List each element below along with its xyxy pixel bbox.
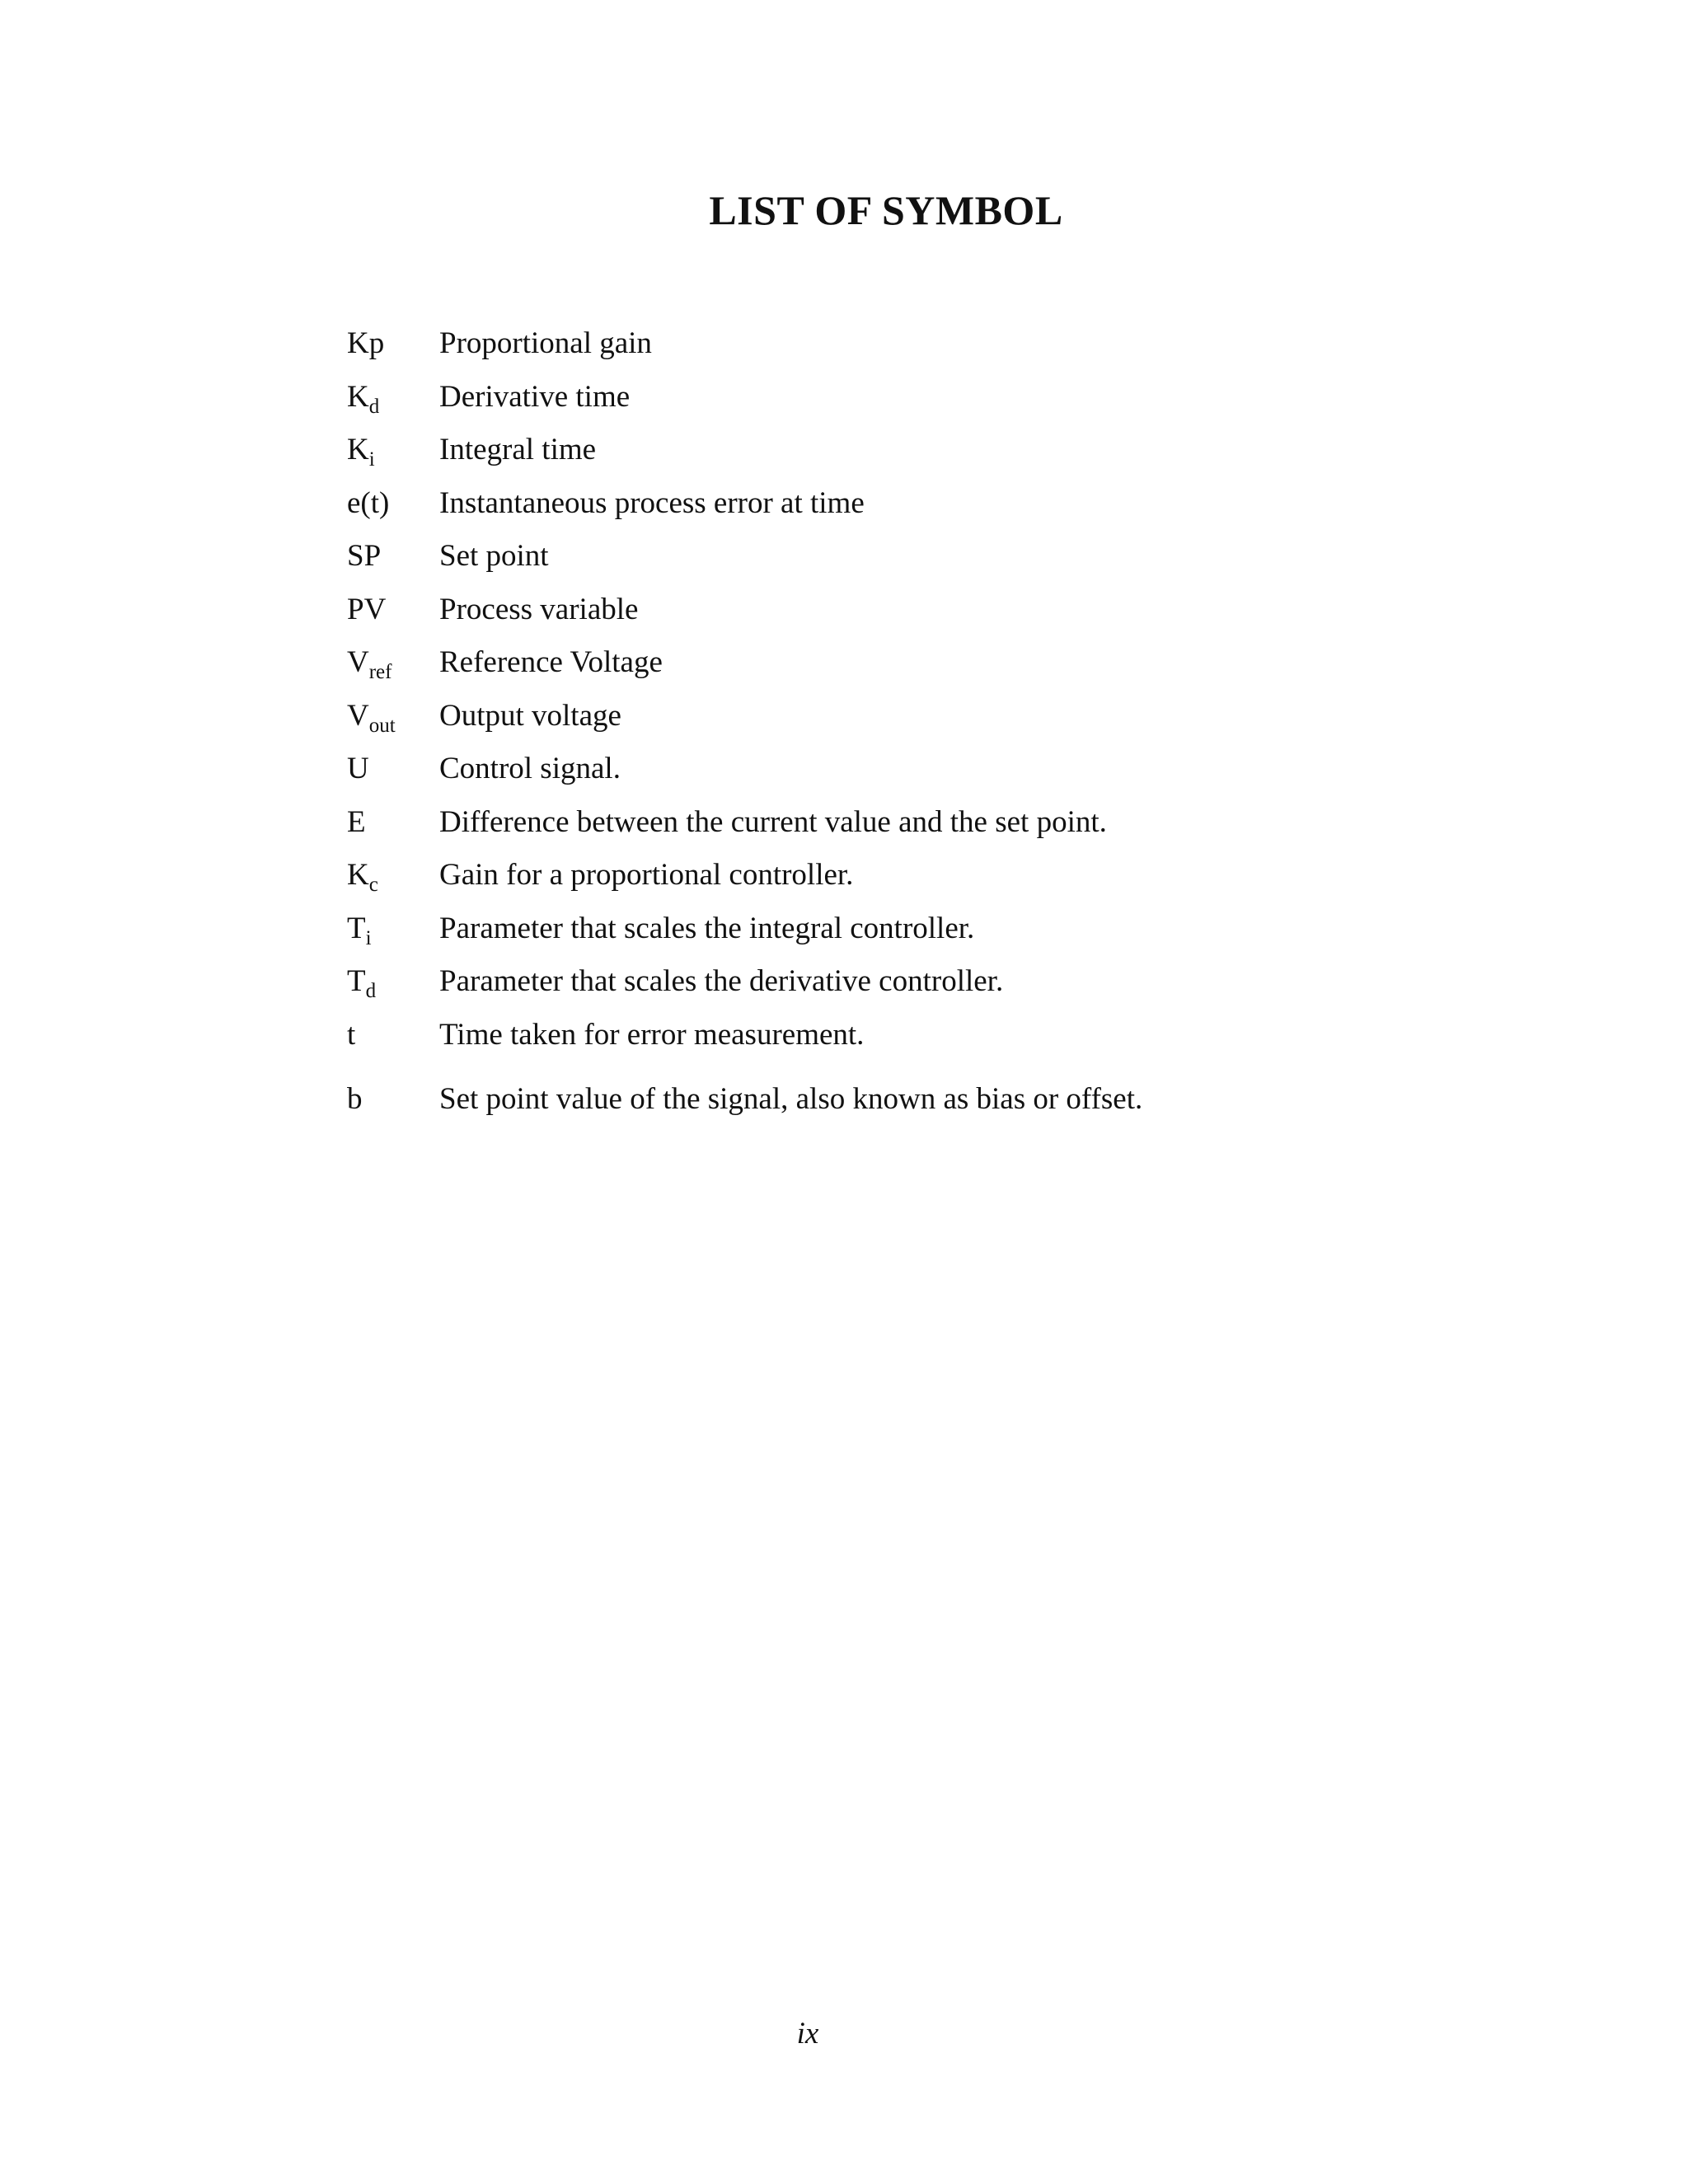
symbol-description: Parameter that scales the integral controller. [439,911,975,945]
symbol-row-ki [347,424,1583,477]
symbol: e(t) [347,485,390,520]
symbol: $K_c$ [347,858,378,896]
symbol: $K_i$ [347,433,375,471]
symbol: $V_{ref}$ [347,645,392,683]
symbol-description: Output voltage [439,698,621,733]
symbol-description: Reference Voltage [439,645,663,679]
symbol-description: Set point value of the signal, also known as bias or offset. [439,1082,1143,1116]
symbol-description: Gain for a proportional controller. [439,858,854,892]
symbol-row-td [347,955,1583,1009]
symbol: Kp [347,326,385,360]
symbol-description: Integral time [439,433,597,466]
symbol-row-ti [347,902,1583,956]
symbol-row-b [347,1073,1583,1127]
page-number: ix [796,2017,819,2050]
symbol-row-kc [347,849,1583,902]
symbol-description: Set point [439,539,549,573]
symbol-description: Control signal. [439,752,621,785]
symbol-description: Derivative time [439,379,631,414]
symbol-row-kp [347,317,1583,371]
symbol-row-kd [347,371,1583,424]
symbol-row-vref [347,636,1583,690]
symbol: b [347,1082,363,1116]
symbol: $K_d$ [347,379,380,418]
symbol: E [347,804,366,839]
symbol-row-e [347,796,1583,850]
symbol: t [347,1017,356,1052]
symbol: PV [347,592,387,626]
page-title: LIST OF SYMBOL [709,187,1063,233]
symbol-row-sp [347,530,1583,583]
symbol-description: Parameter that scales the derivative controller. [439,964,1004,998]
symbol: $V_{out}$ [347,698,396,737]
symbol: $T_d$ [347,964,377,1002]
symbol-row-t [347,1009,1583,1062]
symbol: SP [347,539,382,573]
symbol-row-pv [347,583,1583,637]
symbol: U [347,752,369,785]
symbol-description: Instantaneous process error at time [439,485,865,520]
symbol-list [347,317,1583,1127]
symbol: $T_i$ [347,911,372,949]
symbol-row-vout [347,690,1583,743]
symbol-description: Difference between the current value and the set point. [439,804,1107,839]
symbol-description: Proportional gain [439,326,652,360]
symbol-description: Process variable [439,592,639,626]
symbol-row-u [347,743,1583,796]
symbol-row-et [347,477,1583,531]
symbol-description: Time taken for error measurement. [439,1017,865,1052]
